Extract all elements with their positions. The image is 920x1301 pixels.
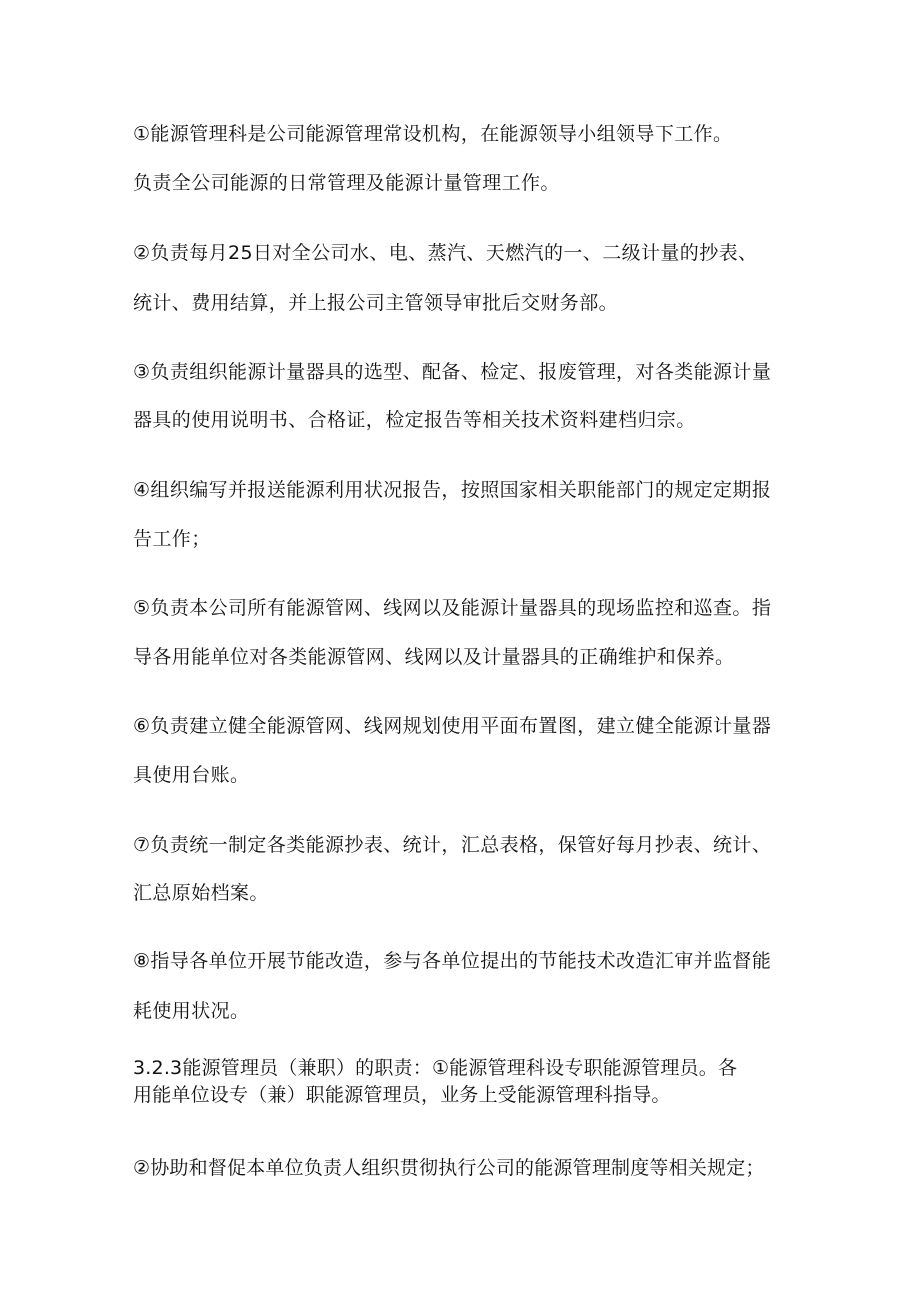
text-line-3: ②负责每月25日对全公司水、电、蒸汽、天燃汽的一、二级计量的抄表、 bbox=[133, 242, 758, 264]
text-line-18: 用能单位设专（兼）职能源管理员，业务上受能源管理科指导。 bbox=[133, 1084, 671, 1106]
text-line-19: ②协助和督促本单位负责人组织贯彻执行公司的能源管理制度等相关规定； bbox=[133, 1157, 765, 1179]
text-line-17: 3.2.3能源管理员（兼职）的职责：①能源管理科设专职能源管理员。各 bbox=[133, 1057, 738, 1079]
text-line-2: 负责全公司能源的日常管理及能源计量管理工作。 bbox=[133, 172, 560, 194]
text-line-10: 导各用能单位对各类能源管网、线网以及计量器具的正确维护和保养。 bbox=[133, 646, 735, 668]
text-line-12: 具使用台账。 bbox=[133, 764, 250, 786]
text-line-8: 告工作； bbox=[133, 528, 211, 550]
text-line-1: ①能源管理科是公司能源管理常设机构，在能源领导小组领导下工作。 bbox=[133, 123, 733, 145]
text-line-15: ⑧指导各单位开展节能改造，参与各单位提出的节能技术改造汇审并监督能 bbox=[133, 950, 772, 972]
text-line-4: 统计、费用结算，并上报公司主管领导审批后交财务部。 bbox=[133, 292, 619, 314]
text-line-6: 器具的使用说明书、合格证，检定报告等相关技术资料建档归宗。 bbox=[133, 409, 696, 431]
text-line-7: ④组织编写并报送能源利用状况报告，按照国家相关职能部门的规定定期报 bbox=[133, 479, 772, 501]
text-line-5: ③负责组织能源计量器具的选型、配备、检定、报废管理，对各类能源计量 bbox=[133, 361, 772, 383]
text-line-9: ⑤负责本公司所有能源管网、线网以及能源计量器具的现场监控和巡查。指 bbox=[133, 597, 772, 619]
text-line-13: ⑦负责统一制定各类能源抄表、统计，汇总表格，保管好每月抄表、统计、 bbox=[133, 834, 772, 856]
text-line-14: 汇总原始档案。 bbox=[133, 882, 269, 904]
text-line-11: ⑥负责建立健全能源管网、线网规划使用平面布置图，建立健全能源计量器 bbox=[133, 715, 772, 737]
text-line-16: 耗使用状况。 bbox=[133, 1000, 250, 1022]
